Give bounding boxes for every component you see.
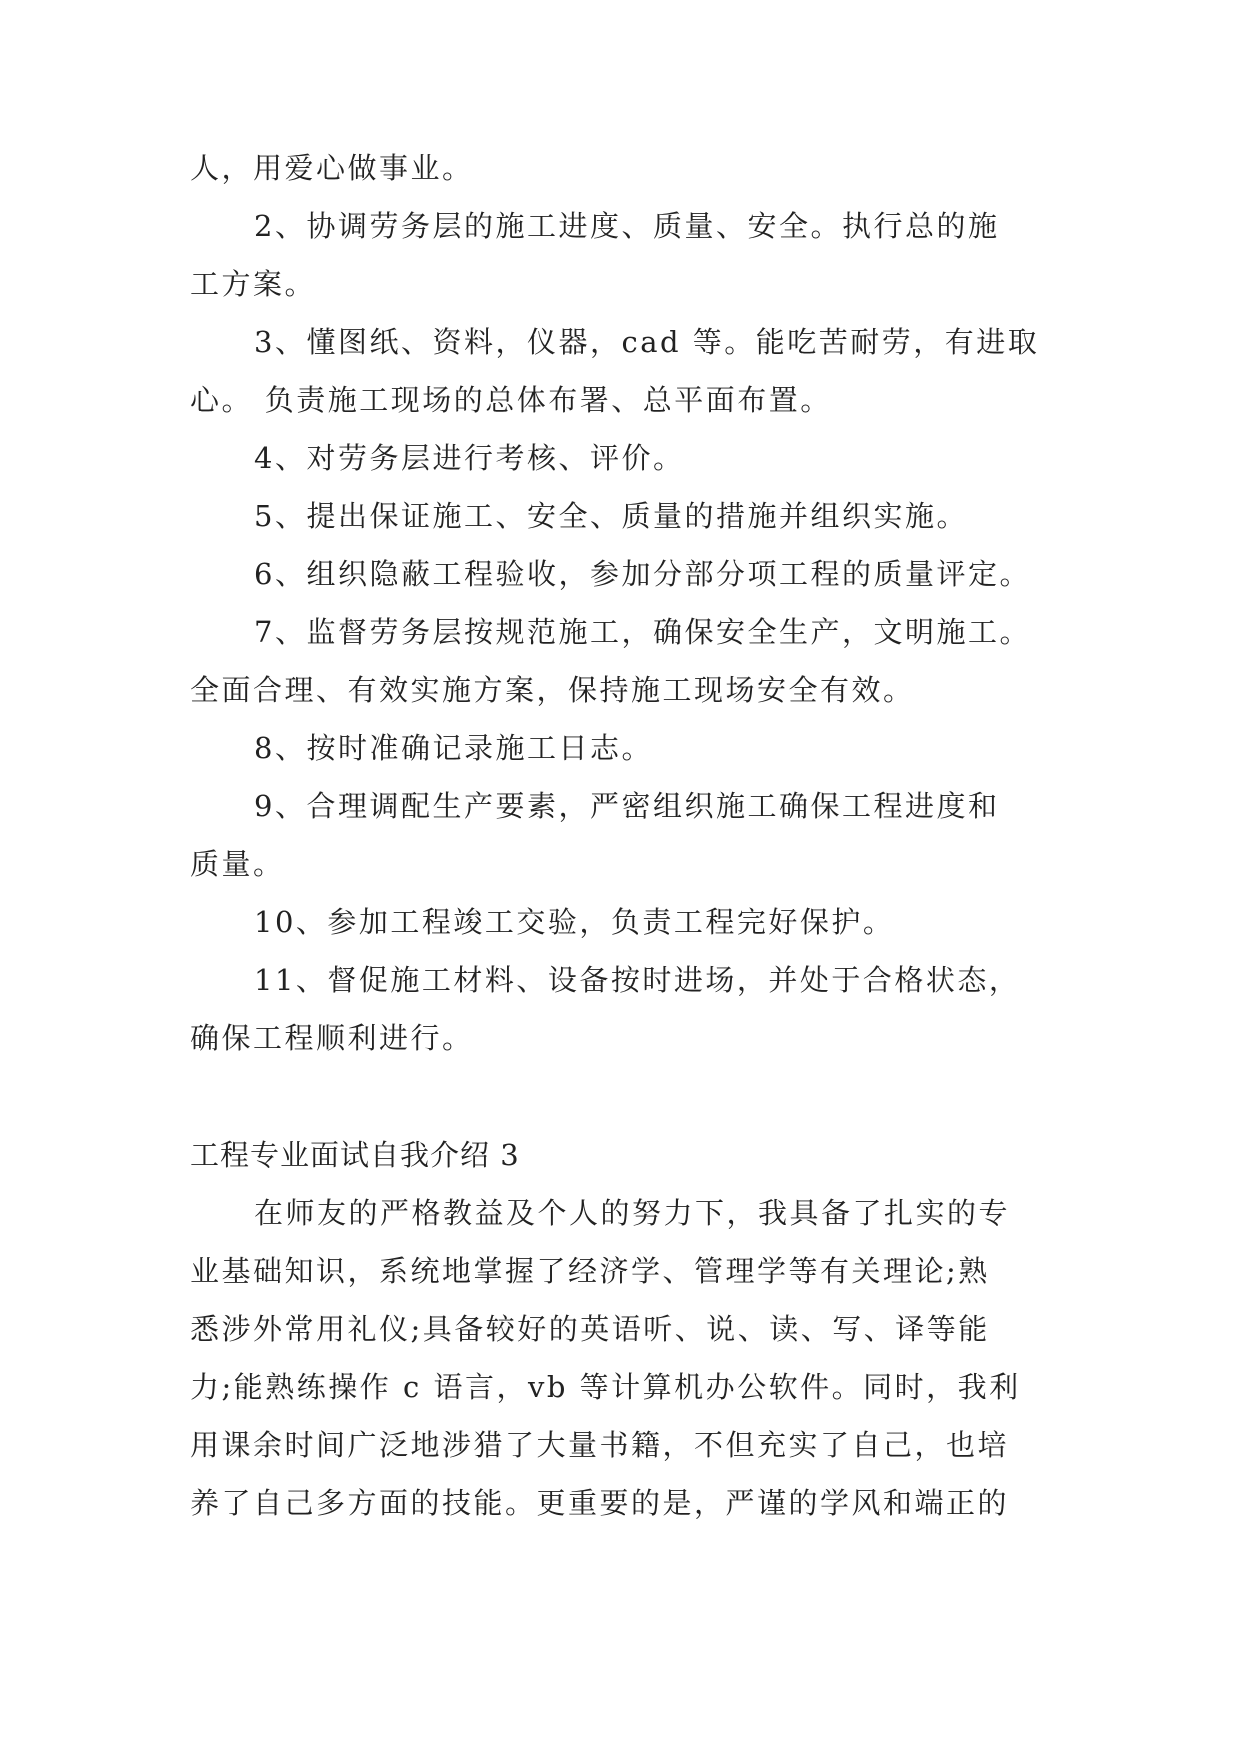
list-item-9: 9、合理调配生产要素，严密组织施工确保工程进度和	[254, 789, 1000, 823]
list-item-7: 7、监督劳务层按规范施工，确保安全生产，文明施工。	[254, 615, 1031, 649]
list-item-8: 8、按时准确记录施工日志。	[254, 731, 653, 765]
section-heading: 工程专业面试自我介绍 3	[190, 1138, 520, 1172]
text-line: 全面合理、有效实施方案，保持施工现场安全有效。	[190, 673, 915, 707]
list-item-3: 3、懂图纸、资料，仪器，cad 等。能吃苦耐劳，有进取	[254, 325, 1040, 359]
list-item-5: 5、提出保证施工、安全、质量的措施并组织实施。	[254, 499, 968, 533]
paragraph-line: 业基础知识，系统地掌握了经济学、管理学等有关理论;熟	[190, 1254, 990, 1288]
paragraph-line: 养了自己多方面的技能。更重要的是，严谨的学风和端正的	[190, 1486, 1010, 1520]
list-item-11: 11、督促施工材料、设备按时进场，并处于合格状态，	[254, 963, 1021, 997]
list-item-4: 4、对劳务层进行考核、评价。	[254, 441, 685, 475]
list-item-10: 10、参加工程竣工交验，负责工程完好保护。	[254, 905, 895, 939]
text-line: 工方案。	[190, 267, 317, 301]
text-line: 心。 负责施工现场的总体布署、总平面布置。	[190, 383, 832, 417]
paragraph-line: 力;能熟练操作 c 语言，vb 等计算机办公软件。同时，我利	[190, 1370, 1021, 1404]
paragraph-line: 用课余时间广泛地涉猎了大量书籍，不但充实了自己，也培	[190, 1428, 1010, 1462]
text-line: 质量。	[190, 847, 285, 881]
paragraph-line: 悉涉外常用礼仪;具备较好的英语听、说、读、写、译等能	[190, 1312, 990, 1346]
text-line: 确保工程顺利进行。	[190, 1021, 474, 1055]
list-item-6: 6、组织隐蔽工程验收，参加分部分项工程的质量评定。	[254, 557, 1031, 591]
text-line: 人，用爱心做事业。	[190, 151, 474, 185]
list-item-2: 2、协调劳务层的施工进度、质量、安全。执行总的施	[254, 209, 1000, 243]
paragraph-line: 在师友的严格教益及个人的努力下，我具备了扎实的专	[254, 1196, 1011, 1230]
